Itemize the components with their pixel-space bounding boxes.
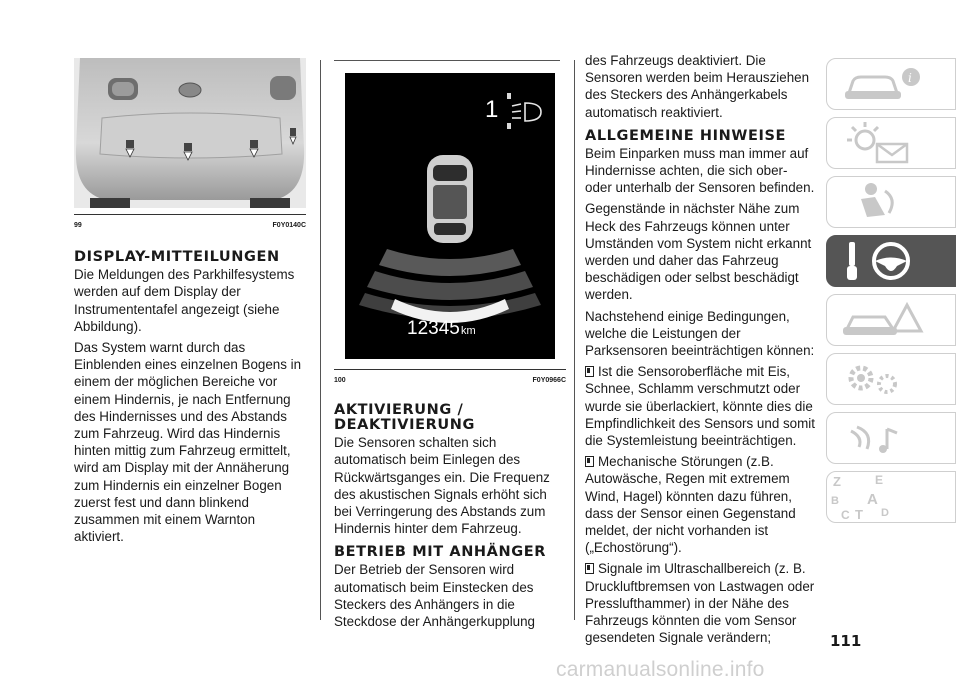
svg-text:E: E [875,473,884,487]
heading-display-mitteilungen: DISPLAY-MITTEILUNGEN [74,249,280,266]
index-icon [827,472,955,522]
tab-multimedia[interactable] [826,412,956,464]
multimedia-icon [827,413,955,463]
bullet-icon [585,366,594,377]
headlight-icon [512,103,541,121]
car-rear-illustration [74,58,306,208]
chapter-tabs [826,58,956,530]
figure-code: F0Y0966C [532,377,566,384]
sensor-arcs [359,249,541,319]
paragraph: Das System warnt durch das Einblenden eines einzelnen Bogens in einem der möglichen Bereiche vor einem Hindernis, je nach Entfernung des Hindernisses und des Abstands zum Fahrzeug. Wird das Hindernis hinten mittig zum Fahrzeug ermittelt, wird am Display mit der Annäherung zum Hindernis ein einzelner Bogen zuerst fest und dann blinkend zusammen mit einem Warnton aktiviert. [74,340,302,545]
svg-text:D: D [881,507,889,519]
figure-99-caption [74,214,306,234]
tab-car-info[interactable] [826,58,956,110]
svg-text:B: B [831,495,839,507]
column-divider-left [320,60,321,620]
watermark: carmanualsonline.info [556,658,765,681]
paragraph: Gegenstände in nächster Nähe zum Heck des Fahrzeugs können unter Umständen vom System nicht erkannt werden und daher das Fahrzeug beschädigen oder selbst beschädigt werden. [585,201,812,303]
steering-key-icon [827,236,955,286]
figure-100-caption [334,369,566,389]
heading-aktivierung: AKTIVIERUNG / DEAKTIVIERUNG [334,402,475,434]
tab-warning-lights[interactable] [826,117,956,169]
bullet-item: Mechanische Störungen (z.B. Autowäsche, Regen mit extremem Wind, Hagel) könnten dazu führen, dass der Sensor einen Gegenstand meldet, der nicht vorhanden ist („Echostörung“). [585,454,796,556]
car-top-view-icon [427,155,473,243]
emergency-icon [827,295,955,345]
tab-index[interactable] [826,471,956,523]
safety-icon [827,177,955,227]
paragraph: Die Meldungen des Parkhilfesystems werden auf dem Display der Instrumententafel angezeigt (siehe Abbildung). [74,267,295,334]
paragraph: des Fahrzeugs deaktiviert. Die Sensoren werden beim Herausziehen des Steckers des Anhängerkabels automatisch reaktiviert. [585,53,810,120]
gear-indicator: 1 [485,96,499,123]
odometer-value: 12345 [407,318,460,339]
bullet-item: Signale im Ultraschallbereich (z. B. Druckluftbremsen von Lastwagen oder Presslufthammer) in der Nähe des Fahrzeugs könnten die vom Sensor gesendeten Signale verändern; [585,561,815,646]
maintenance-icon [827,354,955,404]
svg-text:A: A [867,491,878,508]
warning-lights-icon [827,118,955,168]
figure-number: 99 [74,222,82,229]
svg-text:C: C [841,508,850,522]
paragraph: Der Betrieb der Sensoren wird automatisch beim Einstecken des Steckers des Anhängers in die Steckdose der Anhängerkupplung [334,562,536,630]
svg-text:i: i [908,71,912,85]
column-3 [585,52,817,651]
tab-emergency[interactable] [826,294,956,346]
tab-maintenance[interactable] [826,353,956,405]
paragraph: Beim Einparken muss man immer auf Hindernisse achten, die sich ober- oder unterhalb der Sensoren befinden. [585,145,815,196]
paragraph: Die Sensoren schalten sich automatisch beim Einlegen des Rückwärtsganges ein. Die Frequenz des akustischen Signals erhöht sich bei Verringerung des Abstands zum Hindernis hinter dem Fahrzeug. [334,435,550,537]
column-divider-right [574,60,575,620]
heading-allgemeine-hinweise: ALLGEMEINE HINWEISE [585,127,787,144]
car-info-icon [827,59,955,109]
page-number: 111 [830,632,862,650]
bullet-item: Ist die Sensoroberfläche mit Eis, Schnee, Schlamm verschmutzt oder wurde sie überlackiert, könnte dies die Empfindlichkeit des Sensors und somit die Systemleistung beeinträchtigen. [585,364,815,449]
tab-safety[interactable] [826,176,956,228]
column-1 [74,58,306,549]
bullet-icon [585,456,594,467]
column-2 [334,60,566,634]
figure-number: 100 [334,377,346,384]
odometer-unit: km [461,325,476,337]
tab-starting-driving[interactable] [826,235,956,287]
figure-99-rear-sensors-photo [74,58,306,208]
sensor-icon [507,93,511,129]
bullet-icon [585,563,594,574]
figure-100-instrument-display [345,73,555,359]
svg-text:T: T [855,507,863,522]
paragraph: Nachstehend einige Bedingungen, welche die Leistungen der Parksensoren beeinträchtigen können: [585,308,815,359]
heading-betrieb-mit-anhaenger: BETRIEB MIT ANHÄNGER [334,544,546,561]
figure-code: F0Y0140C [272,222,306,229]
parking-sensor-display [345,73,555,359]
svg-text:Z: Z [833,474,841,489]
